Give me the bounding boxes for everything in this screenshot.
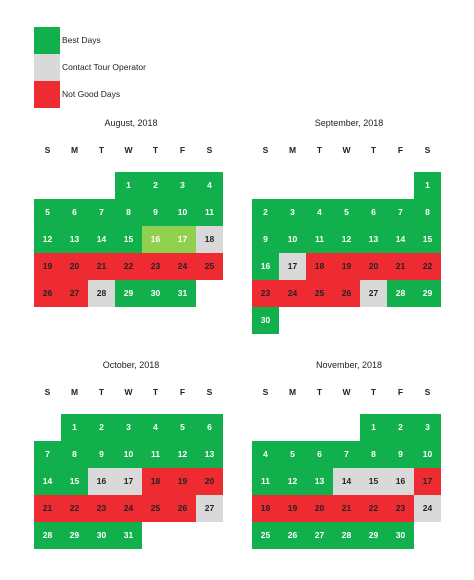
day-cell: 2 [88,414,115,441]
day-cell: 15 [360,468,387,495]
day-cell: 29 [61,522,88,549]
day-cell: 13 [61,226,88,253]
day-cell: 9 [142,199,169,226]
day-cell: 1 [61,414,88,441]
day-cell: 26 [279,522,306,549]
calendar-title: November, 2018 [315,360,383,370]
weekday-header: F [179,145,186,155]
day-cell: 15 [414,226,441,253]
day-cell: 16 [142,226,169,253]
day-cell: 21 [333,495,360,522]
day-cell: 14 [333,468,360,495]
weekday-header: T [316,145,323,155]
legend-swatch-bad [34,81,60,108]
weekday-header: T [370,387,377,397]
day-cell: 22 [414,253,441,280]
day-cell: 5 [34,199,61,226]
day-cell: 25 [142,495,169,522]
day-cell: 12 [34,226,61,253]
day-cell: 28 [88,280,115,307]
day-cell: 8 [360,441,387,468]
day-cell: 24 [279,280,306,307]
day-cell: 7 [88,199,115,226]
day-cell: 12 [279,468,306,495]
day-cell: 13 [196,441,223,468]
calendar-september-2018 [252,118,452,338]
weekday-header: W [342,145,351,155]
day-cell: 5 [169,414,196,441]
day-cell: 5 [333,199,360,226]
day-cell: 20 [306,495,333,522]
legend-item-bad [34,81,234,108]
day-cell: 24 [169,253,196,280]
weekday-header: S [206,387,213,397]
day-cell: 9 [387,441,414,468]
day-cell: 7 [387,199,414,226]
day-cell: 8 [115,199,142,226]
day-cell: 23 [387,495,414,522]
day-cell: 27 [306,522,333,549]
day-cell: 10 [279,226,306,253]
day-cell: 2 [387,414,414,441]
day-cell: 4 [142,414,169,441]
day-cell: 2 [142,172,169,199]
weekday-header: S [44,145,51,155]
day-cell: 26 [34,280,61,307]
weekday-header: M [70,145,79,155]
day-cell: 30 [387,522,414,549]
day-cell: 26 [169,495,196,522]
weekday-header: S [424,145,431,155]
day-cell: 7 [333,441,360,468]
legend-item-best [34,27,234,54]
day-cell: 25 [196,253,223,280]
day-cell: 10 [414,441,441,468]
day-cell: 20 [61,253,88,280]
day-cell: 18 [196,226,223,253]
day-cell: 23 [88,495,115,522]
day-cell: 30 [142,280,169,307]
day-cell: 19 [333,253,360,280]
day-cell: 17 [115,468,142,495]
day-cell: 10 [115,441,142,468]
day-cell: 22 [360,495,387,522]
day-cell: 20 [196,468,223,495]
day-cell: 26 [333,280,360,307]
day-cell: 15 [61,468,88,495]
weekday-header: M [70,387,79,397]
calendar-october-2018 [34,360,234,580]
calendar-title: August, 2018 [104,118,158,128]
day-cell: 25 [252,522,279,549]
weekday-header: F [397,387,404,397]
day-cell: 11 [196,199,223,226]
calendar-november-2018 [252,360,452,580]
day-cell: 21 [387,253,414,280]
day-cell: 16 [387,468,414,495]
day-cell: 14 [88,226,115,253]
weekday-header: T [152,145,159,155]
weekday-header: T [316,387,323,397]
weekday-header: S [44,387,51,397]
day-cell: 21 [34,495,61,522]
weekday-header: F [397,145,404,155]
weekday-header: S [424,387,431,397]
weekday-header: W [342,387,351,397]
legend-swatch-best [34,27,60,54]
weekday-header: M [288,145,297,155]
legend-label: Contact Tour Operator [62,62,146,72]
day-cell: 10 [169,199,196,226]
weekday-header: T [370,145,377,155]
day-cell: 14 [34,468,61,495]
weekday-header: S [206,145,213,155]
day-cell: 12 [169,441,196,468]
day-cell: 20 [360,253,387,280]
calendar-august-2018 [34,118,234,338]
weekday-header: T [98,387,105,397]
day-cell: 6 [196,414,223,441]
day-cell: 23 [252,280,279,307]
day-cell: 11 [306,226,333,253]
day-cell: 24 [115,495,142,522]
day-cell: 16 [252,253,279,280]
day-cell: 29 [115,280,142,307]
day-cell: 19 [169,468,196,495]
day-cell: 9 [88,441,115,468]
calendar-title: September, 2018 [314,118,384,128]
day-cell: 19 [279,495,306,522]
weekday-header: T [98,145,105,155]
day-cell: 4 [196,172,223,199]
weekday-header: S [262,145,269,155]
day-cell: 9 [252,226,279,253]
day-cell: 18 [142,468,169,495]
day-cell: 1 [414,172,441,199]
day-cell: 29 [360,522,387,549]
day-cell: 6 [360,199,387,226]
day-cell: 7 [34,441,61,468]
day-cell: 30 [252,307,279,334]
day-cell: 4 [306,199,333,226]
day-cell: 3 [169,172,196,199]
day-cell: 17 [169,226,196,253]
day-cell: 19 [34,253,61,280]
day-cell: 27 [360,280,387,307]
day-cell: 5 [279,441,306,468]
weekday-header: F [179,387,186,397]
day-cell: 13 [306,468,333,495]
day-cell: 13 [360,226,387,253]
day-cell: 24 [414,495,441,522]
day-cell: 16 [88,468,115,495]
day-cell: 22 [115,253,142,280]
day-cell: 23 [142,253,169,280]
day-cell: 18 [306,253,333,280]
calendar-title: October, 2018 [102,360,160,370]
day-cell: 12 [333,226,360,253]
day-cell: 29 [414,280,441,307]
day-cell: 28 [387,280,414,307]
day-cell: 28 [333,522,360,549]
day-cell: 30 [88,522,115,549]
legend-swatch-contact [34,54,60,81]
day-cell: 27 [196,495,223,522]
day-cell: 3 [414,414,441,441]
day-cell: 11 [252,468,279,495]
day-cell: 31 [169,280,196,307]
day-cell: 8 [61,441,88,468]
day-cell: 6 [306,441,333,468]
day-cell: 3 [115,414,142,441]
weekday-header: W [124,387,133,397]
day-cell: 17 [414,468,441,495]
day-cell: 1 [360,414,387,441]
legend-item-contact [34,54,234,81]
day-cell: 8 [414,199,441,226]
day-cell: 25 [306,280,333,307]
day-cell: 1 [115,172,142,199]
weekday-header: T [152,387,159,397]
weekday-header: W [124,145,133,155]
day-cell: 15 [115,226,142,253]
day-cell: 17 [279,253,306,280]
weekday-header: S [262,387,269,397]
day-cell: 6 [61,199,88,226]
day-cell: 4 [252,441,279,468]
day-cell: 22 [61,495,88,522]
day-cell: 11 [142,441,169,468]
day-cell: 28 [34,522,61,549]
day-cell: 2 [252,199,279,226]
legend-label: Not Good Days [62,89,121,99]
day-cell: 31 [115,522,142,549]
day-cell: 27 [61,280,88,307]
day-cell: 14 [387,226,414,253]
day-cell: 18 [252,495,279,522]
day-cell: 3 [279,199,306,226]
day-cell: 21 [88,253,115,280]
legend-label: Best Days [62,35,101,45]
weekday-header: M [288,387,297,397]
